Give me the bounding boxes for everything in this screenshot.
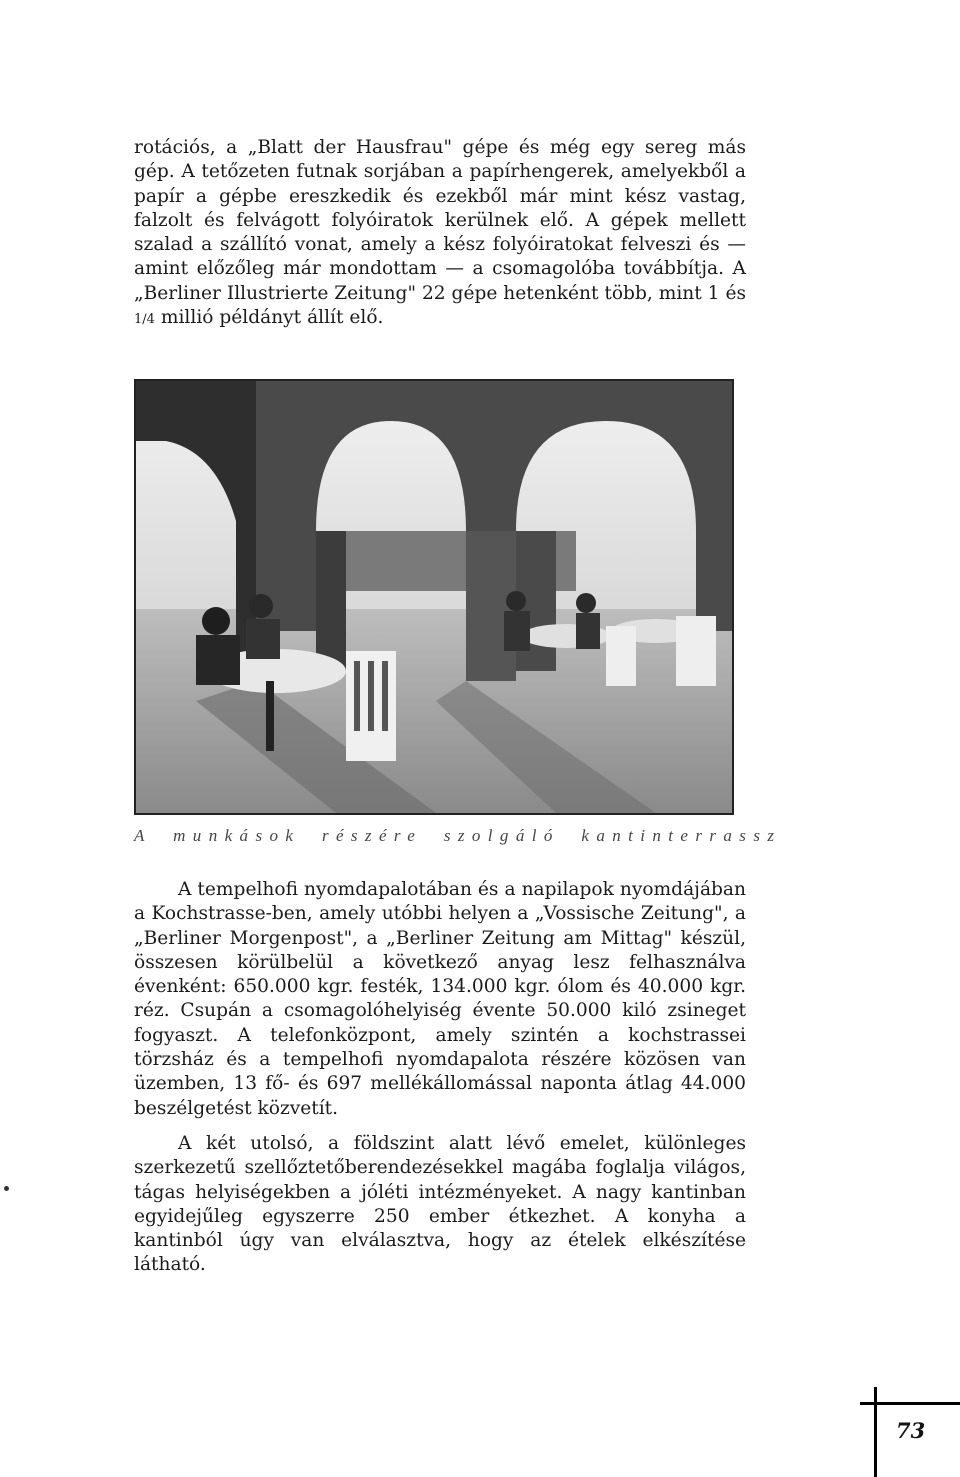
photo-caption: A munkások részére szolgáló kantinterrassz — [134, 826, 782, 845]
paragraph-1-text: rotációs, a „Blatt der Hausfrau" gépe és még egy sereg más gép. A tetőzeten futnak sorjában a papírhengerek, amelyekből a papír a gépbe ereszkedik és ezekből már mint kész vastag, falzolt és felvágott folyóiratok kerülnek elő. A gépek mellett szalad a szállító vonat, amely a kész folyóiratokat felveszi és — amint előzőleg már mondottam — a csomagolóba továbbítja. A „Berliner Illustrierte Zeitung" 22 gépe hetenként több, mint 1 és — [134, 137, 746, 304]
paragraph-1 — [134, 136, 746, 332]
fraction: 1/4 — [134, 312, 155, 328]
paragraph-1-end: millió példányt állít elő. — [160, 307, 384, 329]
page-number: 73 — [896, 1418, 926, 1443]
canteen-terrace-photo — [134, 379, 734, 815]
corner-rule-vertical — [874, 1387, 877, 1477]
paragraph-2: A tempelhofi nyomdapalotában és a napilapok nyomdájában a Kochstrasse-ben, amely utóbbi helyen a „Vossische Zeitung", a „Berliner Morgenpost", a „Berliner Zeitung am Mittag" készül, összesen körülbelül a következő anyag lesz felhasználva évenként: 650.000 kgr. festék, 134.000 kgr. ólom és 40.000 kgr. réz. Csupán a csomagolóhelyiség évente 50.000 kiló zsineget fogyaszt. A telefonközpont, amely szintén a kochstrassei törzsház és a tempelhofi nyomdapalota részére közösen van üzemben, 13 fő- és 697 mellékállomással naponta átlag 44.000 beszélgetést közvetít. — [134, 879, 746, 1119]
margin-mark — [4, 1186, 9, 1191]
paragraph-3: A két utolsó, a földszint alatt lévő emelet, különleges szerkezetű szellőztetőberendezésekkel magába foglalja világos, tágas helyiségekben a jóléti intézményeket. A nagy kantinban egyidejűleg egyszerre 250 ember étkezhet. A konyha a kantinból úgy van elválasztva, hogy az ételek elkészítése látható. — [134, 1133, 746, 1276]
